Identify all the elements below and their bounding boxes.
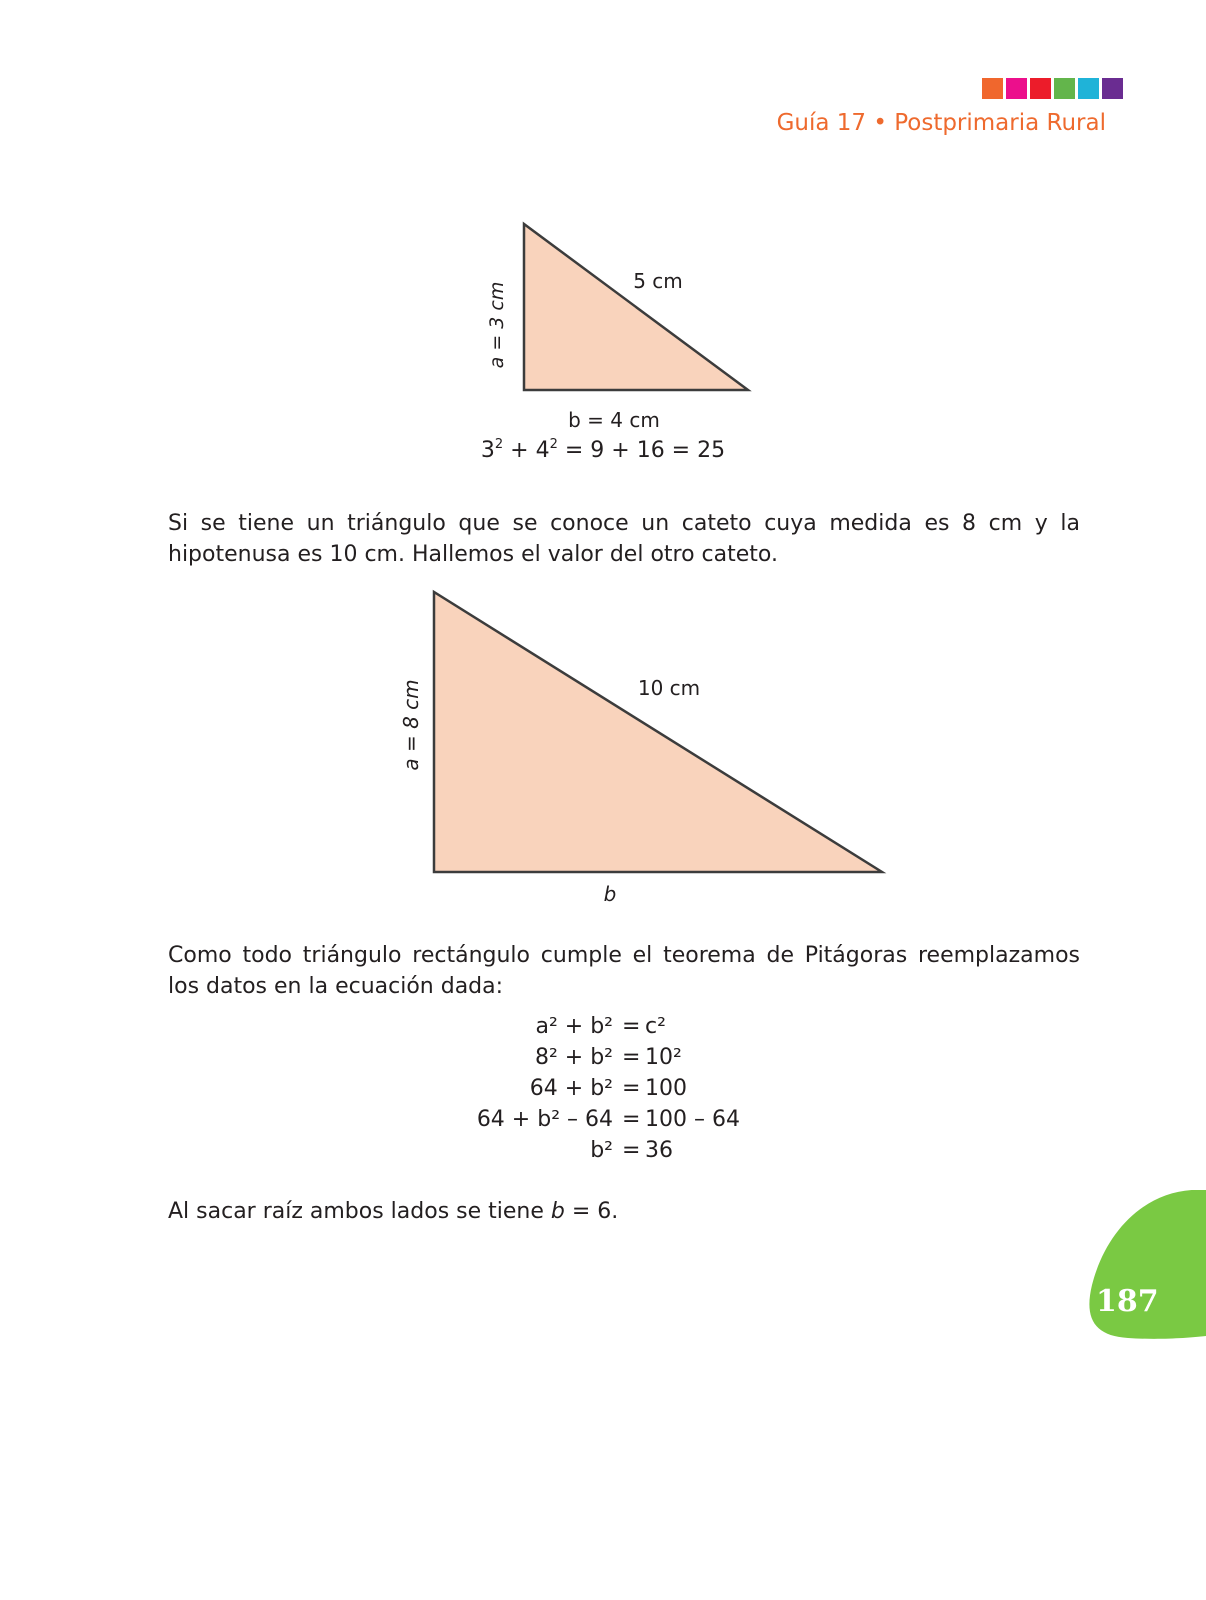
eq-base: 4 [535, 438, 550, 463]
equals-sign: = [622, 1107, 641, 1132]
equals-sign: = [622, 1014, 641, 1039]
color-square [1030, 78, 1051, 99]
side-b-label: b [603, 882, 617, 906]
conclusion-text: Al sacar raíz ambos lados se tiene [168, 1199, 551, 1224]
equation-rhs: 100 – 64 [645, 1107, 740, 1132]
equation-lhs: b² [590, 1138, 613, 1163]
conclusion-variable: b [550, 1199, 565, 1224]
conclusion-paragraph [168, 1196, 1080, 1227]
color-square [1078, 78, 1099, 99]
color-squares [982, 78, 1123, 99]
eq-exponent: 2 [549, 437, 558, 452]
side-a-label: a = 3 cm [486, 281, 508, 369]
equation-lhs: 64 + b² [529, 1076, 613, 1101]
equation-row [0, 1073, 1206, 1104]
color-square [1054, 78, 1075, 99]
equation-rhs: c² [645, 1014, 666, 1039]
equation-lhs: a² + b² [535, 1014, 613, 1039]
equation-rhs: 36 [645, 1138, 673, 1163]
equals-sign: = [622, 1045, 641, 1070]
explanation-paragraph: Como todo triángulo rectángulo cumple el teorema de Pitágoras reemplazamos los datos en la ecuación dada: [168, 943, 1080, 999]
eq-operator: + [503, 438, 536, 463]
eq-exponent: 2 [494, 437, 504, 452]
triangle-shape [434, 592, 882, 872]
equals-sign: = [622, 1138, 641, 1163]
page-number: 187 [1096, 1284, 1159, 1319]
equation-row [0, 1042, 1206, 1073]
triangle-diagram-1 [0, 200, 1206, 430]
guide-title: Guía 17 • Postprimaria Rural [776, 110, 1106, 136]
hypotenuse-label: 5 cm [633, 269, 683, 293]
problem-paragraph: Si se tiene un triángulo que se conoce un cateto cuya medida es 8 cm y la hipotenusa es 10 cm. Hallemos el valor del otro cateto. [168, 511, 1080, 567]
side-b-label: b = 4 cm [568, 408, 660, 430]
equation-lhs: 8² + b² [534, 1045, 613, 1070]
eq-result: = 9 + 16 = 25 [557, 438, 726, 463]
color-square [982, 78, 1003, 99]
side-a-label: a = 8 cm [399, 679, 423, 771]
triangle-shape [524, 224, 748, 390]
color-square [1102, 78, 1123, 99]
equation-row [0, 1011, 1206, 1042]
color-square [1006, 78, 1027, 99]
equation-lhs: 64 + b² – 64 [476, 1107, 613, 1132]
triangle-diagram-2 [0, 580, 1206, 910]
eq-base: 3 [480, 438, 495, 463]
equals-sign: = [622, 1076, 641, 1101]
equation-row [0, 1135, 1206, 1166]
conclusion-result: = 6. [564, 1199, 619, 1224]
equation-row [0, 1104, 1206, 1135]
hypotenuse-label: 10 cm [637, 676, 701, 700]
pythagoras-example-equation [0, 438, 1206, 463]
equation-rhs: 10² [645, 1045, 682, 1070]
equation-rhs: 100 [645, 1076, 687, 1101]
